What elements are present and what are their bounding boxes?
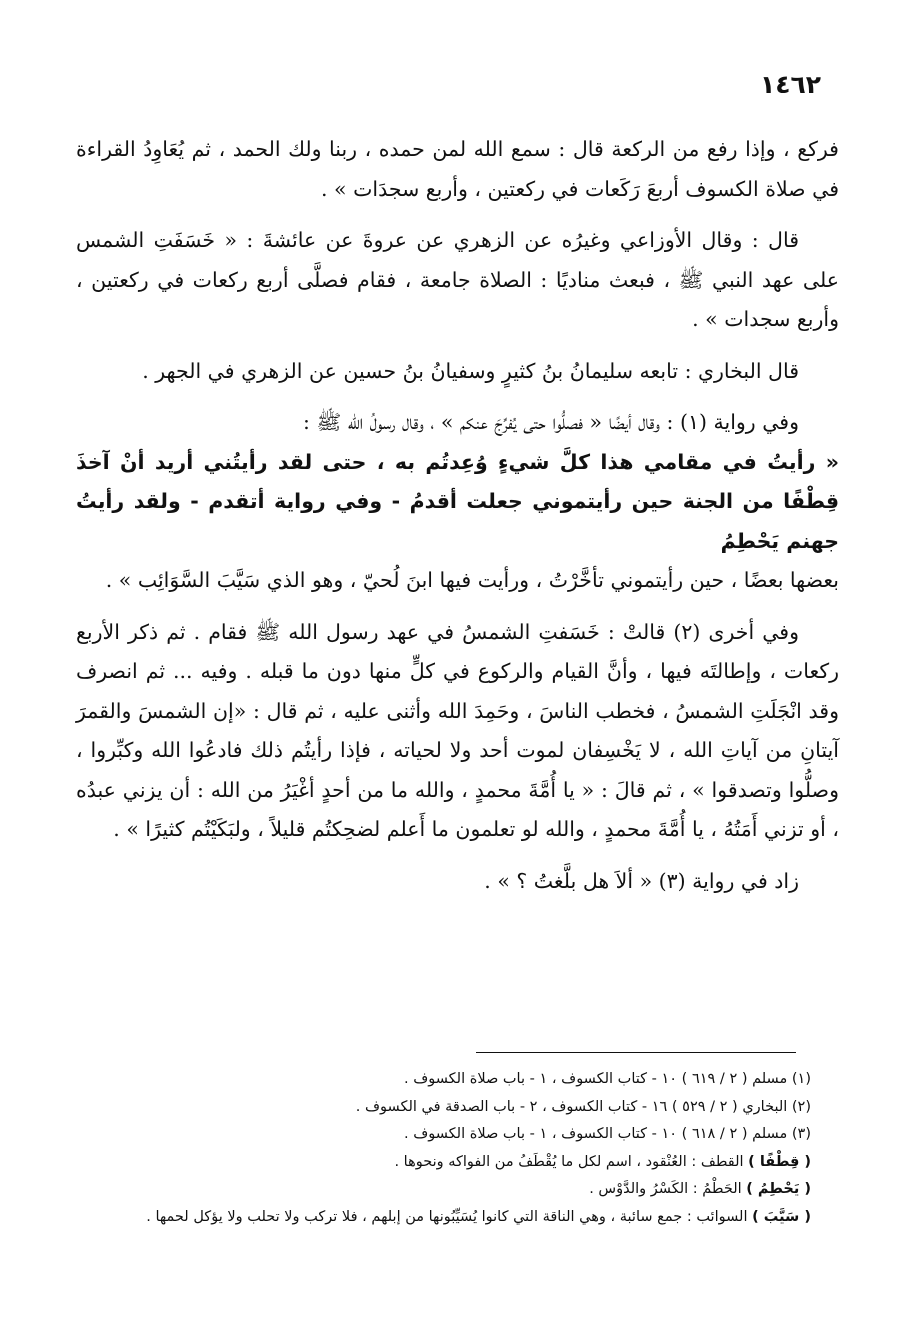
- glossary-term: ( سَيَّبَ ): [752, 1208, 811, 1225]
- paragraph-2: قال : وقال الأوزاعي وغيرُه عن الزهري عن عروةَ عن عائشةَ : « خَسَفَتِ الشمس على عهد النبي ﷺ ، فبعث مناديًا : الصلاة جامعة ، فقام فصلَّى أربع ركعات في ركعتين ، وأربع سجدات » .: [76, 228, 839, 331]
- paragraph-5: بعضها بعضًا ، حين رأيتموني تأخَّرْتُ ، ورأيت فيها ابنَ لُحيّ ، وهو الذي سَيَّبَ السَّوَائِب » .: [105, 568, 839, 592]
- glossary-entry: [80, 1204, 835, 1232]
- footnote-1: (١) مسلم ( ٢ / ٦١٩ ) ١٠ - كتاب الكسوف ، ١ - باب صلاة الكسوف .: [404, 1071, 811, 1087]
- glossary-term: ( يَحْطِمُ ): [746, 1181, 811, 1197]
- glossary-entry: [80, 1176, 835, 1204]
- glossary-term: ( قِطْفًا ): [748, 1153, 811, 1170]
- main-text: [76, 130, 839, 913]
- paragraph-7: زاد في رواية (٣) « ألاَ هل بلَّغتُ ؟ » .: [484, 868, 799, 893]
- footnote-3: (٣) مسلم ( ٢ / ٦١٨ ) ١٠ - كتاب الكسوف ، ١ - باب صلاة الكسوف .: [404, 1126, 811, 1142]
- footnote-divider: [476, 1052, 796, 1053]
- paragraph-1: فركع ، وإذا رفع من الركعة قال : سمع الله لمن حمده ، ربنا ولك الحمد ، ثم يُعَاوِدُ القراءة في صلاة الكسوف أربعَ رَكَعات في ركعتين ، وأربع سجدَات » .: [76, 137, 839, 201]
- paragraph-6: وفي أخرى (٢) قالتْ : خَسَفتِ الشمسُ في عهد رسول الله ﷺ فقام . ثم ذكر الأربع ركعات ، وإطالتَه فيها ، وأنَّ القيام والركوع في كلٍّ منها دون ما قبله . وفيه ... ثم انصرف وقد انْجَلَتِ الشمسُ ، فخطب الناسَ ، وحَمِدَ الله وأثنى عليه ، ثم قال : «إن الشمسَ والقمرَ آيتانِ من آياتِ الله ، لا يَخْسِفان لموت أحد ولا لحياته ، فإذا رأيتُم ذلك فادعُوا الله وكبِّروا ، وصلُّوا وتصدقوا » ، ثم قالَ : « يا أُمَّةَ محمدٍ ، والله ما من أحدٍ أغْيَرُ من الله : أن يزني عبدُه ، أو تزني أَمَتُهُ ، يا أُمَّةَ محمدٍ ، والله لو تعلمون ما أَعلم لضحِكتُم قليلاً ، ولبَكَيْتُم كثيرًا » .: [76, 619, 840, 841]
- footnote-2: (٢) البخاري ( ٢ / ٥٢٩ ) ١٦ - كتاب الكسوف ، ٢ - باب الصدقة في الكسوف .: [355, 1098, 811, 1115]
- footnotes: [80, 1066, 835, 1231]
- page-number: ١٤٦٢: [759, 70, 821, 99]
- paragraph-4: وفي رواية (١) : وقال أيضًا « فصلُّوا حتى يُفرِّجَ عنكم » ، وقال رسولُ الله ﷺ :: [303, 410, 799, 434]
- hadith-quote: « رأيتُ في مقامي هذا كلَّ شيءٍ وُعِدتُم به ، حتى لقد رأيتُني أريد أنْ آخذَ قِطْفًا من الجنة حين رأيتموني جعلت أقدمُ - وفي رواية أتقدم - ولقد رأيتُ جهنم يَحْطِمُ: [76, 449, 839, 553]
- glossary-entry: [80, 1149, 835, 1177]
- paragraph-3: قال البخاري : تابعه سليمانُ بنُ كثيرٍ وسفيانُ بنُ حسين عن الزهري في الجهر .: [142, 358, 799, 383]
- glossary-definition: الحَطْمُ : الكَسْرُ والدَّوْس .: [589, 1181, 742, 1197]
- glossary-definition: القطف : العُنْقود ، اسم لكل ما يُقْطَفُ من الفواكه ونحوها .: [394, 1153, 744, 1170]
- glossary-definition: السوائب : جمع سائبة ، وهي الناقة التي كانوا يُسَيِّبُونها من إبلهم ، فلا تركب ولا تحلب ولا يؤكل لحمها .: [146, 1208, 748, 1225]
